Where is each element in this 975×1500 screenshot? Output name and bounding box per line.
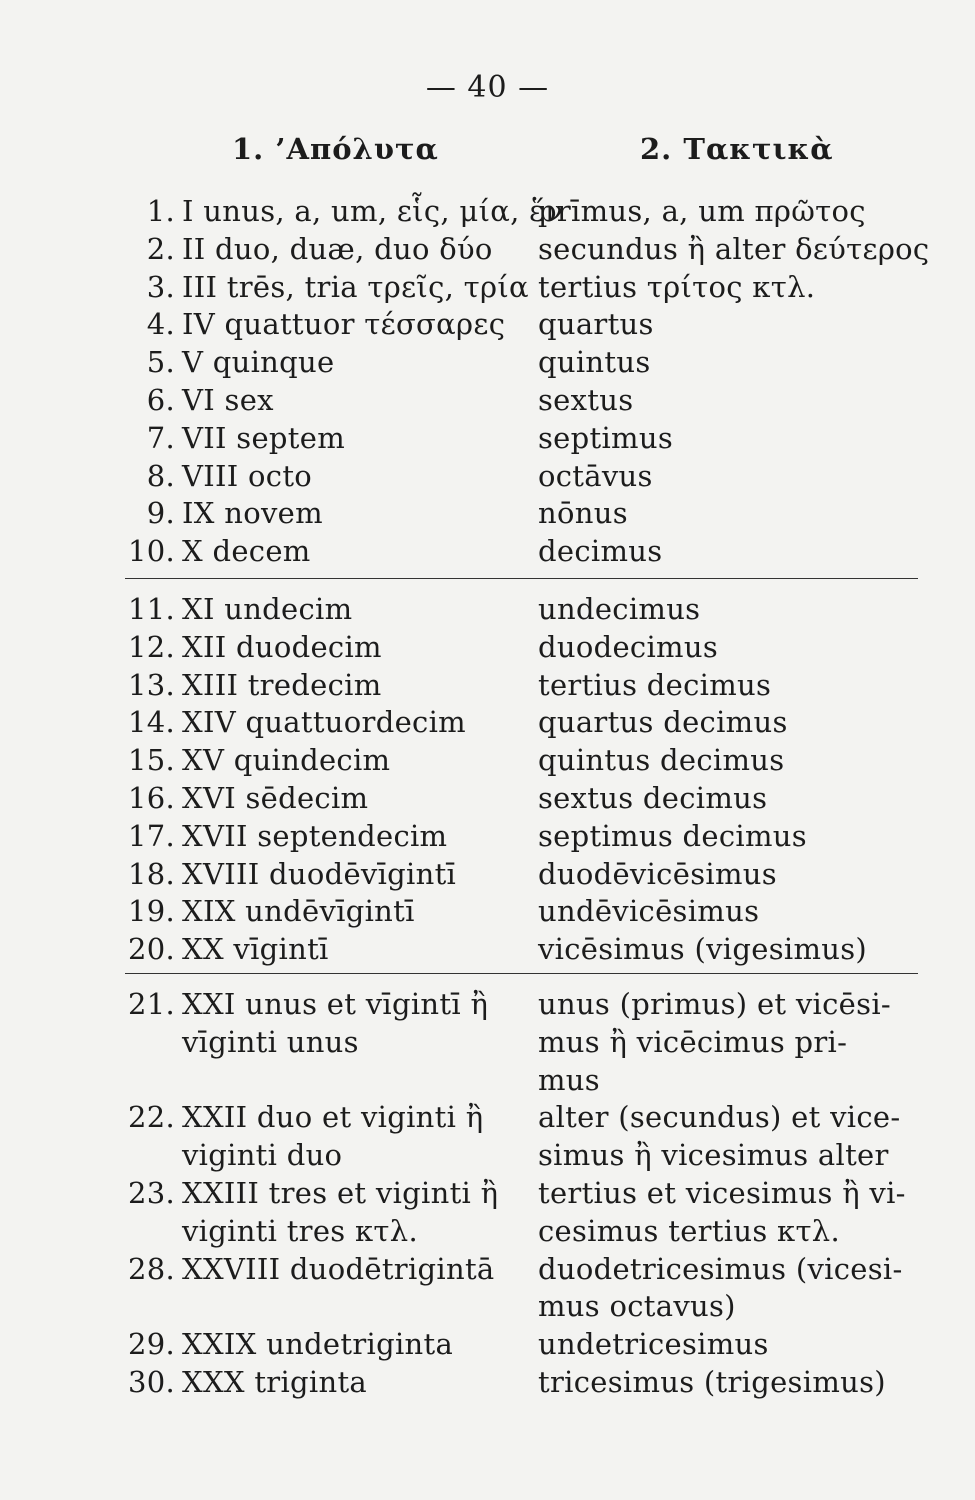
table-row	[0, 192, 975, 230]
cardinal-text: XXX triginta	[182, 1365, 368, 1399]
table-row	[0, 590, 975, 628]
table-row	[0, 892, 975, 930]
ordinal-text: vicēsimus (vigesimus)	[538, 932, 868, 967]
row-number: 19.	[127, 894, 175, 929]
row-number: 3.	[146, 269, 175, 304]
header-ordinals: 2. Τακτικὰ	[640, 132, 834, 166]
row-number: 2.	[146, 231, 175, 266]
ordinal-text: quintus decimus	[538, 743, 785, 778]
ordinal-text: septimus decimus	[538, 818, 807, 853]
ordinal-text: quintus	[538, 345, 651, 380]
cardinal-text: VII septem	[182, 420, 345, 455]
row-number: 18.	[127, 856, 175, 891]
row-number: 20.	[127, 932, 175, 967]
ordinal-text: duodēvicēsimus	[538, 856, 777, 891]
row-number: 7.	[146, 420, 175, 455]
ordinal-text: nōnus	[538, 496, 628, 531]
ordinal-text: tertius τρίτος κτλ.	[538, 269, 816, 304]
section-divider	[125, 578, 918, 579]
ordinal-text: unus (primus) et vicēsi-	[538, 987, 891, 1021]
ordinal-text: decimus	[538, 534, 663, 569]
table-row	[0, 628, 975, 666]
row-number: 28.	[127, 1251, 175, 1286]
table-row	[0, 419, 975, 457]
cardinal-text: XIV quattuordecim	[182, 705, 466, 740]
ordinal-text: duodecimus	[538, 629, 719, 664]
row-number: 17.	[127, 818, 175, 853]
cardinal-text: XI undecim	[182, 592, 353, 626]
table-row	[0, 666, 975, 704]
table-row	[0, 1136, 975, 1174]
ordinal-text: septimus	[538, 420, 673, 455]
cardinal-text: vīginti unus	[182, 1024, 359, 1059]
table-row	[0, 494, 975, 532]
ordinal-text: simus ἢ vicesimus alter	[538, 1138, 889, 1173]
ordinal-text: mus	[538, 1062, 600, 1097]
table-row	[0, 703, 975, 741]
cardinal-text: VI sex	[182, 383, 274, 417]
cardinal-text: XVII septendecim	[182, 818, 448, 853]
cardinal-text: X decem	[182, 534, 311, 569]
table-row	[0, 985, 975, 1023]
row-number: 23.	[127, 1176, 175, 1210]
cardinal-text: XII duodecim	[182, 629, 382, 664]
table-row	[0, 457, 975, 495]
row-number: 8.	[146, 458, 175, 493]
ordinal-text: sextus	[538, 383, 634, 417]
row-number: 11.	[127, 592, 175, 626]
row-number: 15.	[127, 743, 175, 778]
page-number: — 40 —	[425, 70, 550, 105]
table-row	[0, 1023, 975, 1061]
row-number: 6.	[146, 383, 175, 417]
ordinal-text: duodetricesimus (vicesi-	[538, 1251, 903, 1286]
table-row	[0, 381, 975, 419]
row-number: 22.	[127, 1100, 175, 1135]
table-row	[0, 741, 975, 779]
ordinal-text: undēvicēsimus	[538, 894, 760, 929]
ordinal-text: prīmus, a, um πρῶτος	[538, 194, 866, 228]
table-row	[0, 1174, 975, 1212]
cardinal-text: XVIII duodēvīgintī	[182, 856, 457, 891]
cardinal-text: II duo, duæ, duo δύο	[182, 231, 493, 266]
header-cardinals: 1. ’Απόλυτα	[232, 132, 439, 166]
ordinal-text: mus ἢ vicēcimus pri-	[538, 1024, 848, 1059]
cardinal-text: XX vīgintī	[182, 932, 329, 967]
ordinal-text: undecimus	[538, 592, 701, 626]
row-number: 29.	[127, 1327, 175, 1362]
cardinal-text: XIX undēvīgintī	[182, 894, 415, 929]
ordinal-text: sextus decimus	[538, 781, 768, 815]
cardinal-text: XIII tredecim	[182, 667, 382, 702]
cardinal-text: viginti duo	[182, 1138, 343, 1173]
row-number: 5.	[146, 345, 175, 380]
ordinal-text: mus octavus)	[538, 1289, 736, 1324]
ordinal-text: quartus	[538, 307, 654, 342]
ordinal-text: tertius decimus	[538, 667, 772, 702]
table-row	[0, 1325, 975, 1363]
table-row	[0, 1098, 975, 1136]
cardinal-text: XXII duo et viginti ἢ	[182, 1100, 484, 1135]
table-row	[0, 1287, 975, 1325]
ordinal-text: tricesimus (trigesimus)	[538, 1365, 886, 1399]
row-number: 14.	[127, 705, 175, 740]
table-row	[0, 817, 975, 855]
ordinal-text: cesimus tertius κτλ.	[538, 1213, 840, 1248]
cardinal-text: I unus, a, um, εἷς, μία, ἕν	[182, 194, 563, 228]
row-number: 21.	[127, 987, 175, 1021]
row-number: 9.	[146, 496, 175, 531]
table-row	[0, 305, 975, 343]
ordinal-text: quartus decimus	[538, 705, 788, 740]
table-row	[0, 855, 975, 893]
table-row	[0, 1363, 975, 1401]
table-row	[0, 268, 975, 306]
cardinal-text: IX novem	[182, 496, 323, 531]
table-row	[0, 532, 975, 570]
row-number: 10.	[127, 534, 175, 569]
ordinal-text: alter (secundus) et vice-	[538, 1100, 901, 1135]
cardinal-text: XXIII tres et viginti ἢ	[182, 1176, 499, 1210]
table-row	[0, 1212, 975, 1250]
table-row	[0, 930, 975, 968]
table-row	[0, 779, 975, 817]
ordinal-text: octāvus	[538, 458, 653, 493]
ordinal-text: undetricesimus	[538, 1327, 769, 1362]
row-number: 4.	[146, 307, 175, 342]
row-number: 1.	[146, 194, 175, 228]
cardinal-text: XVI sēdecim	[182, 781, 369, 815]
cardinal-text: VIII octo	[182, 458, 313, 493]
cardinal-text: XXVIII duodētrigintā	[182, 1251, 495, 1286]
section-divider	[125, 973, 918, 974]
table-row	[0, 343, 975, 381]
table-row	[0, 1250, 975, 1288]
table-row	[0, 230, 975, 268]
row-number: 30.	[127, 1365, 175, 1399]
ordinal-text: secundus ἢ alter δεύτερος	[538, 231, 930, 266]
cardinal-text: viginti tres κτλ.	[182, 1213, 418, 1248]
cardinal-text: V quinque	[182, 345, 335, 380]
cardinal-text: XXIX undetriginta	[182, 1327, 454, 1362]
cardinal-text: III trēs, tria τρεῖς, τρία	[182, 269, 529, 304]
cardinal-text: XXI unus et vīgintī ἢ	[182, 987, 489, 1021]
row-number: 12.	[127, 629, 175, 664]
table-row	[0, 1061, 975, 1099]
cardinal-text: XV quindecim	[182, 743, 391, 778]
cardinal-text: IV quattuor τέσσαρες	[182, 307, 506, 342]
ordinal-text: tertius et vicesimus ἢ vi-	[538, 1176, 906, 1210]
row-number: 13.	[127, 667, 175, 702]
row-number: 16.	[127, 781, 175, 815]
